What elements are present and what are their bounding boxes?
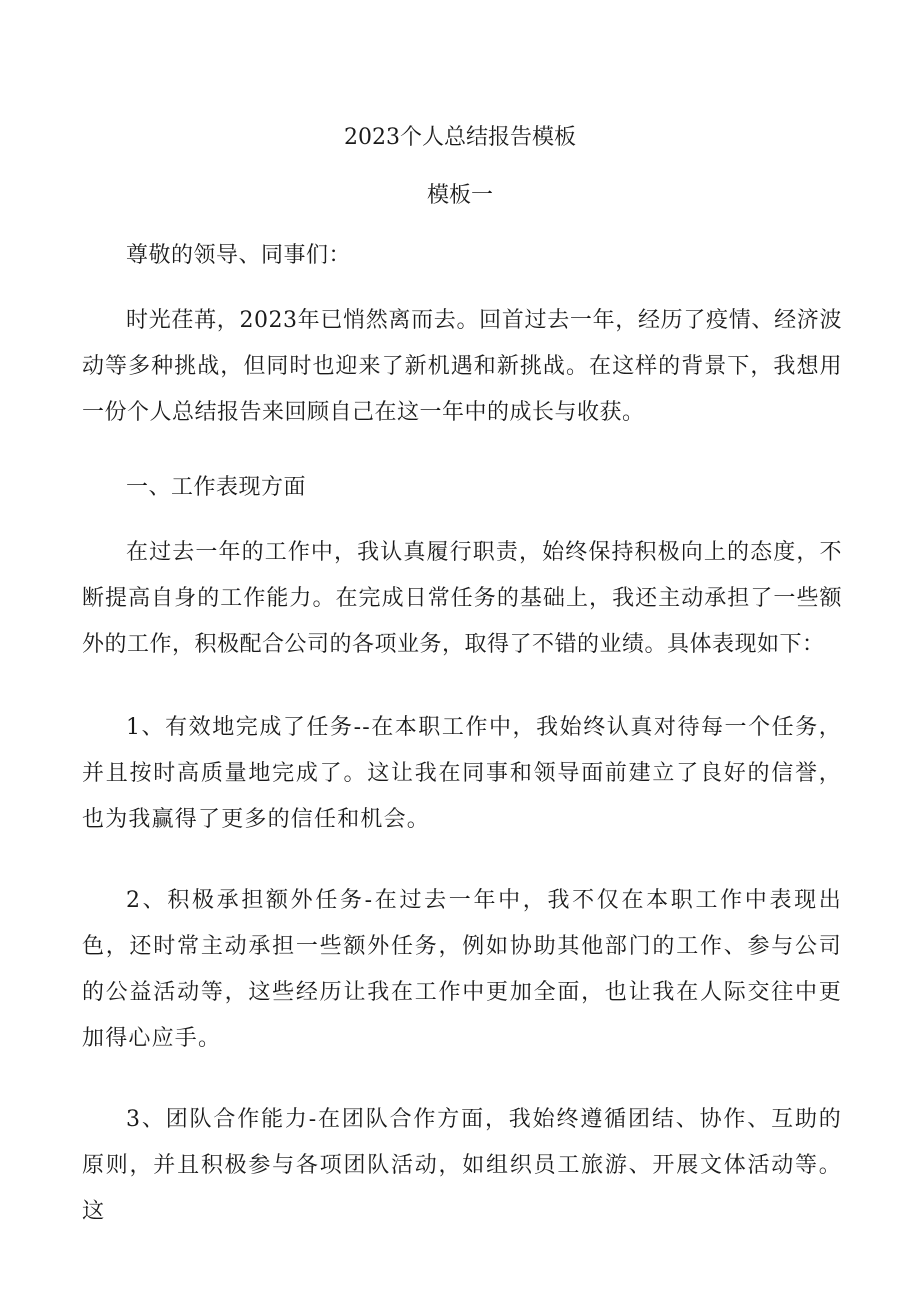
work-overview-paragraph: 在过去一年的工作中，我认真履行职责，始终保持积极向上的态度，不断提高自身的工作能力。在完成日常任务的基础上，我还主动承担了一些额外的工作，积极配合公司的各项业务，取得了不错的业绩。具体表现如下： [82,540,842,657]
list-item-3: 3、团队合作能力-在团队合作方面，我始终遵循团结、协作、互助的原则，并且积极参与各项团队活动，如组织员工旅游、开展文体活动等。这 [82,1107,842,1224]
section-heading-work: 一、工作表现方面 [126,475,307,500]
document-subtitle: 模板一 [426,183,493,208]
salutation: 尊敬的领导、同事们： [126,243,352,268]
document-title: 2023个人总结报告模板 [344,125,576,150]
list-item-1: 1、有效地完成了任务--在本职工作中，我始终认真对待每一个任务，并且按时高质量地完成了。这让我在同事和领导面前建立了良好的信誉，也为我赢得了更多的信任和机会。 [82,715,842,832]
list-item-2: 2、积极承担额外任务-在过去一年中，我不仅在本职工作中表现出色，还时常主动承担一些额外任务，例如协助其他部门的工作、参与公司的公益活动等，这些经历让我在工作中更加全面，也让我在人际交往中更加得心应手。 [82,888,842,1051]
intro-paragraph: 时光荏苒，2023年已悄然离而去。回首过去一年，经历了疫情、经济波动等多种挑战，但同时也迎来了新机遇和新挑战。在这样的背景下，我想用一份个人总结报告来回顾自己在这一年中的成长与收获。 [82,308,842,425]
